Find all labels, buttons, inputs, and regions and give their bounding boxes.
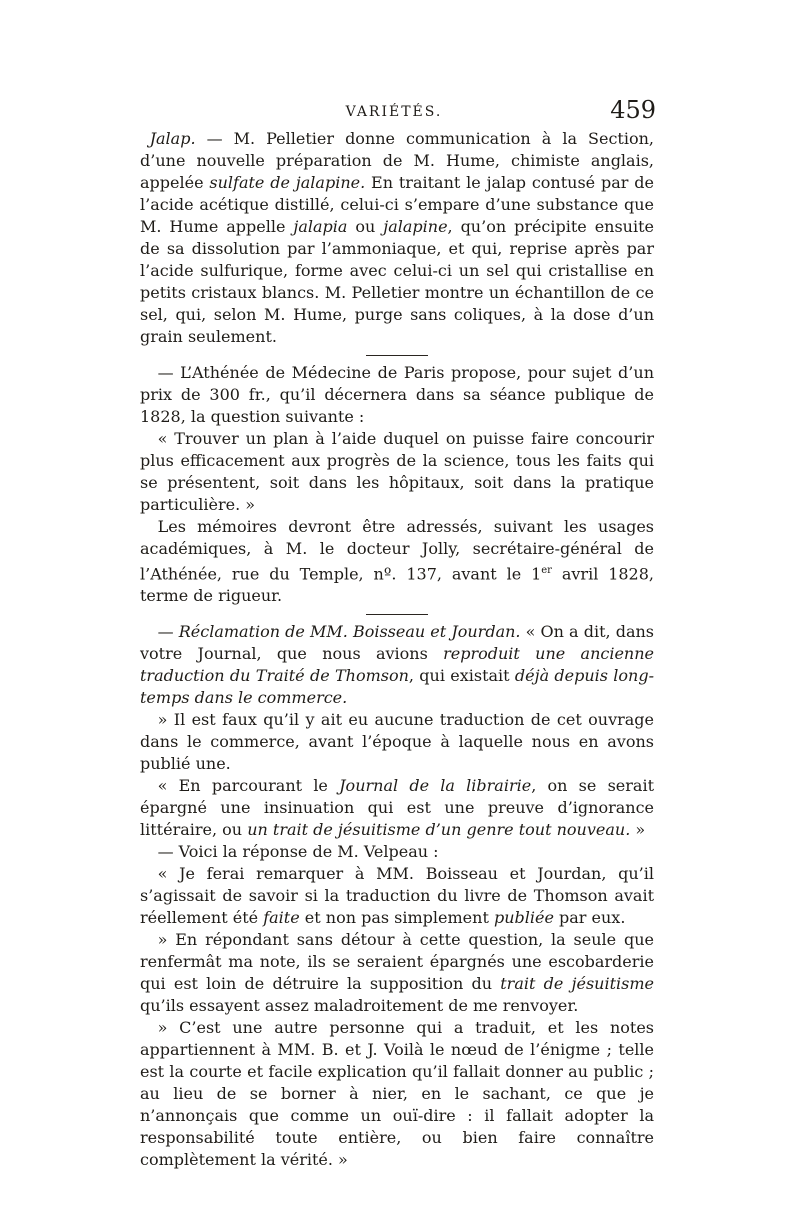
page-number: 459	[610, 96, 656, 124]
reclamation-dash: —	[157, 622, 179, 642]
reclamation-paragraph-4: — Voici la réponse de M. Velpeau :	[157, 842, 439, 862]
reclamation-p3-italic-2: un trait de jésuitisme d’un genre tout nouveau.	[247, 820, 631, 840]
reclamation-p6-text-1: » En répondant sans détour à cette question, la seule que renfermât ma note, ils se seraient épargnés une escobarderie qui est loin de détruire la supposition du	[140, 930, 654, 994]
reclamation-p5-italic-2: publiée	[493, 908, 554, 928]
reclamation-p5-text-3: par eux.	[553, 908, 626, 928]
section-divider-1	[366, 355, 428, 356]
reclamation-p5-text-1: « Je ferai remarquer à MM. Boisseau et Jourdan, qu’il s’agissait de savoir si la traduction du livre de Thomson avait réellement été	[140, 864, 654, 928]
section-divider-2	[366, 614, 428, 615]
reclamation-paragraph-3	[140, 775, 654, 841]
athenee-paragraph-3	[140, 516, 654, 607]
reclamation-p5-italic-1: faite	[263, 908, 300, 928]
jalap-paragraph	[140, 128, 654, 348]
reclamation-paragraph-6	[140, 929, 654, 1017]
reclamation-text-1: « On a dit, dans votre Journal, que nous avions	[140, 622, 654, 664]
reclamation-paragraph-7: » C’est une autre personne qui a traduit, et les notes appartiennent à MM. B. et J. Voilà le nœud de l’énigme ; telle est la courte et facile explication qu’il fallait donner au public ; au lieu de se borner à nier, en le sachant, ce que je n’annonçais que comme un ouï-dire : il fallait adopter la responsabilité toute entière, ou bien faire connaître complètement la vérité. »	[140, 1018, 654, 1170]
reclamation-italic-2: déjà depuis long-temps dans le commerce.	[140, 666, 654, 708]
athenee-text-2: avril 1828, terme de rigueur.	[140, 564, 654, 606]
running-head: VARIÉTÉS.	[345, 104, 443, 120]
jalap-text-3: ou	[347, 217, 384, 236]
page-header	[132, 96, 656, 130]
reclamation-paragraph-2: » Il est faux qu’il y ait eu aucune traduction de cet ouvrage dans le commerce, avant l’époque à laquelle nous en avons publié une.	[140, 710, 654, 774]
page-body	[140, 128, 654, 1171]
jalap-text-2: En traitant le jalap contusé par de l’acide acétique distillé, celui-ci s’empare d’une substance que M. Hume appelle	[140, 173, 654, 236]
athenee-paragraph-1: — L’Athénée de Médecine de Paris propose, pour sujet d’un prix de 300 fr., qu’il décernera dans sa séance publique de 1828, la question suivante :	[140, 363, 654, 426]
reclamation-paragraph-1	[140, 621, 654, 709]
reclamation-paragraph-5	[140, 863, 654, 929]
reclamation-p6-text-2: qu’ils essayent assez maladroitement de me renvoyer.	[140, 996, 579, 1016]
reclamation-p3-text-1: « En parcourant le	[157, 776, 340, 796]
jalap-text-4: , qu’on précipite ensuite de sa dissolution par l’ammoniaque, et qui, reprise après par l’acide sulfurique, forme avec celui-ci un sel qui cristallise en petits cristaux blancs. M. Pelletier montre un échantillon de ce sel, qui, selon M. Hume, purge sans coliques, à la dose d’un grain seulement.	[140, 217, 655, 346]
jalap-title: Jalap.	[149, 129, 196, 148]
athenee-text-1: Les mémoires devront être adressés, suivant les usages académiques, à M. le docteur Jolly, secrétaire-général de l’Athénée, rue du Temple, nº. 137, avant le 1	[140, 517, 654, 584]
reclamation-p5-text-2: et non pas simplement	[299, 908, 494, 928]
reclamation-italic-1: reproduit une ancienne traduction du Traité de Thomson	[140, 644, 654, 686]
reclamation-p3-italic-1: Journal de la librairie	[339, 776, 532, 796]
jalap-italic-2: jalapia	[293, 217, 348, 236]
reclamation-p6-italic-1: trait de jésuitisme	[500, 974, 654, 994]
reclamation-p3-text-3: »	[630, 820, 646, 840]
athenee-paragraph-2: « Trouver un plan à l’aide duquel on puisse faire concourir plus efficacement aux progrès de la science, tous les faits qui se présentent, soit dans les hôpitaux, soit dans la pratique particulière. »	[140, 429, 654, 514]
jalap-italic-3: jalapine	[383, 217, 448, 236]
reclamation-title: Réclamation de MM. Boisseau et Jourdan.	[178, 622, 521, 642]
reclamation-p3-text-2: , on se serait épargné une insinuation qui est une preuve d’ignorance littéraire, ou	[140, 776, 655, 840]
reclamation-text-2: , qui existait	[408, 666, 515, 686]
jalap-text-1: — M. Pelletier donne communication à la Section, d’une nouvelle préparation de M. Hume, chimiste anglais, appelée	[140, 129, 654, 192]
athenee-superscript: er	[541, 565, 552, 576]
jalap-italic-1: sulfate de jalapine.	[209, 173, 366, 192]
